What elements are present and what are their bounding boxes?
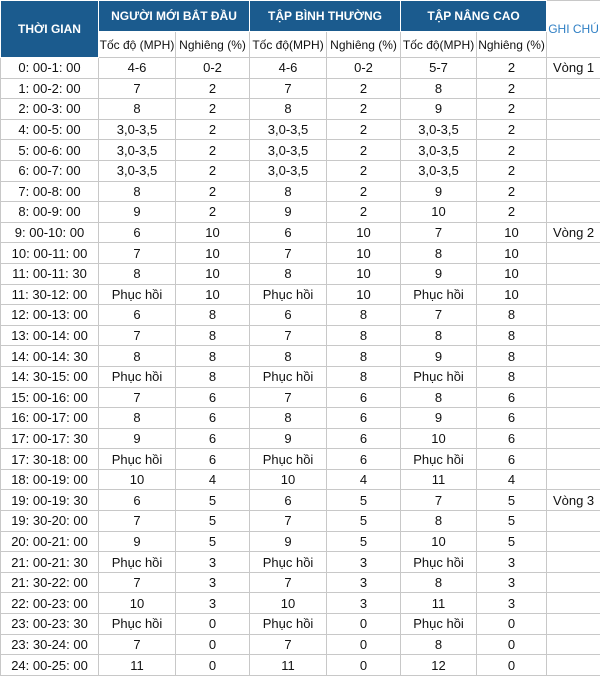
- note-cell: [547, 531, 600, 552]
- note-cell: [547, 202, 600, 223]
- time-cell: 11: 30-12: 00: [1, 284, 99, 305]
- advanced-incline-cell: 2: [477, 58, 547, 79]
- advanced-incline-cell: 2: [477, 78, 547, 99]
- time-cell: 17: 30-18: 00: [1, 449, 99, 470]
- normal-incline-cell: 3: [327, 572, 401, 593]
- time-cell: 16: 00-17: 00: [1, 408, 99, 429]
- advanced-speed-cell: 9: [401, 408, 477, 429]
- note-cell: [547, 655, 600, 676]
- normal-incline-cell: 3: [327, 552, 401, 573]
- beginner-incline-cell: 2: [176, 160, 250, 181]
- advanced-speed-cell: 9: [401, 99, 477, 120]
- beginner-incline-cell: 10: [176, 263, 250, 284]
- time-cell: 7: 00-8: 00: [1, 181, 99, 202]
- advanced-speed-cell: 12: [401, 655, 477, 676]
- normal-speed-cell: 3,0-3,5: [250, 119, 327, 140]
- table-row: [1, 552, 600, 573]
- normal-incline-cell: 2: [327, 119, 401, 140]
- normal-incline-cell: 0: [327, 634, 401, 655]
- note-cell: Vòng 3: [547, 490, 600, 511]
- normal-speed-cell: 6: [250, 490, 327, 511]
- table-row: [1, 449, 600, 470]
- normal-incline-cell: 6: [327, 428, 401, 449]
- normal-incline-cell: 2: [327, 202, 401, 223]
- normal-incline-cell: 5: [327, 511, 401, 532]
- normal-incline-cell: 0-2: [327, 58, 401, 79]
- advanced-incline-cell: 5: [477, 531, 547, 552]
- header-normal: TẬP BÌNH THƯỜNG: [250, 1, 401, 32]
- beginner-incline-cell: 6: [176, 428, 250, 449]
- advanced-incline-cell: 10: [477, 243, 547, 264]
- time-cell: 23: 30-24: 00: [1, 634, 99, 655]
- normal-speed-cell: 8: [250, 99, 327, 120]
- beginner-incline-cell: 5: [176, 490, 250, 511]
- beginner-speed-cell: 7: [99, 78, 176, 99]
- beginner-speed-cell: 9: [99, 428, 176, 449]
- advanced-incline-cell: 6: [477, 387, 547, 408]
- normal-speed-cell: 8: [250, 181, 327, 202]
- subheader-speed: Tốc độ(MPH): [250, 32, 327, 58]
- normal-incline-cell: 6: [327, 387, 401, 408]
- beginner-speed-cell: 8: [99, 408, 176, 429]
- table-row: [1, 284, 600, 305]
- time-cell: 6: 00-7: 00: [1, 160, 99, 181]
- note-cell: [547, 511, 600, 532]
- advanced-speed-cell: 3,0-3,5: [401, 140, 477, 161]
- beginner-incline-cell: 3: [176, 593, 250, 614]
- advanced-incline-cell: 5: [477, 490, 547, 511]
- note-cell: [547, 99, 600, 120]
- advanced-speed-cell: Phục hồi: [401, 366, 477, 387]
- beginner-incline-cell: 3: [176, 552, 250, 573]
- advanced-speed-cell: 8: [401, 634, 477, 655]
- beginner-incline-cell: 0: [176, 655, 250, 676]
- table-row: [1, 325, 600, 346]
- normal-speed-cell: 8: [250, 408, 327, 429]
- note-cell: [547, 78, 600, 99]
- advanced-speed-cell: Phục hồi: [401, 449, 477, 470]
- beginner-incline-cell: 2: [176, 78, 250, 99]
- advanced-speed-cell: 8: [401, 572, 477, 593]
- header-note: GHI CHÚ: [547, 1, 600, 58]
- normal-speed-cell: 7: [250, 511, 327, 532]
- advanced-incline-cell: 3: [477, 593, 547, 614]
- normal-incline-cell: 6: [327, 449, 401, 470]
- note-cell: [547, 263, 600, 284]
- normal-incline-cell: 10: [327, 222, 401, 243]
- table-row: [1, 593, 600, 614]
- normal-incline-cell: 2: [327, 140, 401, 161]
- beginner-speed-cell: 7: [99, 387, 176, 408]
- advanced-incline-cell: 2: [477, 160, 547, 181]
- normal-incline-cell: 8: [327, 325, 401, 346]
- advanced-speed-cell: 8: [401, 387, 477, 408]
- beginner-incline-cell: 0-2: [176, 58, 250, 79]
- table-row: [1, 572, 600, 593]
- advanced-speed-cell: 10: [401, 428, 477, 449]
- advanced-incline-cell: 10: [477, 263, 547, 284]
- normal-incline-cell: 2: [327, 160, 401, 181]
- normal-speed-cell: 11: [250, 655, 327, 676]
- advanced-incline-cell: 0: [477, 614, 547, 635]
- advanced-speed-cell: 9: [401, 346, 477, 367]
- beginner-incline-cell: 8: [176, 305, 250, 326]
- beginner-incline-cell: 8: [176, 325, 250, 346]
- normal-incline-cell: 10: [327, 284, 401, 305]
- beginner-speed-cell: 7: [99, 243, 176, 264]
- beginner-speed-cell: 10: [99, 593, 176, 614]
- advanced-speed-cell: 5-7: [401, 58, 477, 79]
- advanced-incline-cell: 8: [477, 325, 547, 346]
- table-row: [1, 263, 600, 284]
- beginner-speed-cell: 8: [99, 181, 176, 202]
- normal-speed-cell: Phục hồi: [250, 366, 327, 387]
- table-row: [1, 366, 600, 387]
- normal-incline-cell: 3: [327, 593, 401, 614]
- normal-incline-cell: 4: [327, 469, 401, 490]
- table-row: [1, 531, 600, 552]
- note-cell: [547, 634, 600, 655]
- beginner-speed-cell: Phục hồi: [99, 552, 176, 573]
- beginner-incline-cell: 0: [176, 634, 250, 655]
- normal-speed-cell: 9: [250, 202, 327, 223]
- advanced-incline-cell: 0: [477, 655, 547, 676]
- note-cell: [547, 366, 600, 387]
- normal-speed-cell: 3,0-3,5: [250, 140, 327, 161]
- advanced-incline-cell: 2: [477, 202, 547, 223]
- table-row: [1, 490, 600, 511]
- advanced-speed-cell: 10: [401, 531, 477, 552]
- table-row: [1, 511, 600, 532]
- advanced-incline-cell: 4: [477, 469, 547, 490]
- beginner-incline-cell: 0: [176, 614, 250, 635]
- beginner-speed-cell: 7: [99, 634, 176, 655]
- beginner-speed-cell: Phục hồi: [99, 449, 176, 470]
- table-row: [1, 305, 600, 326]
- time-cell: 12: 00-13: 00: [1, 305, 99, 326]
- normal-speed-cell: 8: [250, 346, 327, 367]
- note-cell: [547, 181, 600, 202]
- advanced-speed-cell: 7: [401, 305, 477, 326]
- table-row: [1, 243, 600, 264]
- advanced-speed-cell: Phục hồi: [401, 614, 477, 635]
- advanced-incline-cell: 8: [477, 346, 547, 367]
- advanced-incline-cell: 2: [477, 99, 547, 120]
- normal-speed-cell: 7: [250, 325, 327, 346]
- advanced-incline-cell: 10: [477, 222, 547, 243]
- advanced-speed-cell: Phục hồi: [401, 552, 477, 573]
- beginner-speed-cell: 8: [99, 346, 176, 367]
- subheader-incline: Nghiêng (%): [327, 32, 401, 58]
- note-cell: [547, 408, 600, 429]
- beginner-speed-cell: 6: [99, 490, 176, 511]
- beginner-speed-cell: Phục hồi: [99, 366, 176, 387]
- normal-incline-cell: 5: [327, 531, 401, 552]
- normal-incline-cell: 8: [327, 346, 401, 367]
- beginner-incline-cell: 3: [176, 572, 250, 593]
- note-cell: [547, 593, 600, 614]
- beginner-speed-cell: 10: [99, 469, 176, 490]
- normal-speed-cell: 10: [250, 593, 327, 614]
- normal-incline-cell: 8: [327, 366, 401, 387]
- advanced-speed-cell: 9: [401, 181, 477, 202]
- normal-incline-cell: 2: [327, 181, 401, 202]
- normal-speed-cell: Phục hồi: [250, 552, 327, 573]
- normal-speed-cell: Phục hồi: [250, 284, 327, 305]
- normal-speed-cell: 7: [250, 634, 327, 655]
- beginner-incline-cell: 5: [176, 531, 250, 552]
- advanced-incline-cell: 8: [477, 366, 547, 387]
- beginner-incline-cell: 2: [176, 140, 250, 161]
- subheader-incline: Nghiêng (%): [176, 32, 250, 58]
- normal-incline-cell: 0: [327, 655, 401, 676]
- table-body: [1, 58, 600, 676]
- time-cell: 21: 30-22: 00: [1, 572, 99, 593]
- beginner-incline-cell: 8: [176, 366, 250, 387]
- table-row: [1, 614, 600, 635]
- time-cell: 11: 00-11: 30: [1, 263, 99, 284]
- time-cell: 24: 00-25: 00: [1, 655, 99, 676]
- advanced-incline-cell: 0: [477, 634, 547, 655]
- beginner-speed-cell: 9: [99, 202, 176, 223]
- note-cell: [547, 284, 600, 305]
- beginner-incline-cell: 4: [176, 469, 250, 490]
- advanced-incline-cell: 6: [477, 428, 547, 449]
- header-beginner: NGƯỜI MỚI BẮT ĐẦU: [99, 1, 250, 32]
- advanced-incline-cell: 6: [477, 408, 547, 429]
- beginner-speed-cell: 4-6: [99, 58, 176, 79]
- beginner-speed-cell: 11: [99, 655, 176, 676]
- table-row: [1, 428, 600, 449]
- normal-speed-cell: 7: [250, 243, 327, 264]
- normal-speed-cell: 7: [250, 78, 327, 99]
- time-cell: 8: 00-9: 00: [1, 202, 99, 223]
- note-cell: [547, 469, 600, 490]
- table-row: [1, 99, 600, 120]
- table-row: [1, 140, 600, 161]
- note-cell: [547, 346, 600, 367]
- normal-incline-cell: 8: [327, 305, 401, 326]
- table-row: [1, 202, 600, 223]
- advanced-incline-cell: 2: [477, 119, 547, 140]
- advanced-speed-cell: 8: [401, 325, 477, 346]
- advanced-speed-cell: Phục hồi: [401, 284, 477, 305]
- header-advanced: TẬP NÂNG CAO: [401, 1, 547, 32]
- time-cell: 14: 00-14: 30: [1, 346, 99, 367]
- time-cell: 2: 00-3: 00: [1, 99, 99, 120]
- normal-speed-cell: Phục hồi: [250, 614, 327, 635]
- time-cell: 21: 00-21: 30: [1, 552, 99, 573]
- normal-speed-cell: 6: [250, 222, 327, 243]
- advanced-incline-cell: 3: [477, 552, 547, 573]
- beginner-incline-cell: 6: [176, 408, 250, 429]
- beginner-incline-cell: 6: [176, 449, 250, 470]
- time-cell: 19: 00-19: 30: [1, 490, 99, 511]
- header-time: THỜI GIAN: [1, 1, 99, 58]
- note-cell: [547, 160, 600, 181]
- time-cell: 13: 00-14: 00: [1, 325, 99, 346]
- advanced-incline-cell: 10: [477, 284, 547, 305]
- normal-speed-cell: 7: [250, 387, 327, 408]
- normal-speed-cell: Phục hồi: [250, 449, 327, 470]
- table-row: [1, 469, 600, 490]
- beginner-speed-cell: 8: [99, 99, 176, 120]
- beginner-speed-cell: 7: [99, 572, 176, 593]
- table-row: [1, 346, 600, 367]
- note-cell: [547, 449, 600, 470]
- beginner-incline-cell: 10: [176, 222, 250, 243]
- beginner-speed-cell: 3,0-3,5: [99, 160, 176, 181]
- beginner-speed-cell: 3,0-3,5: [99, 140, 176, 161]
- note-cell: [547, 552, 600, 573]
- advanced-speed-cell: 11: [401, 593, 477, 614]
- time-cell: 18: 00-19: 00: [1, 469, 99, 490]
- table-row: [1, 160, 600, 181]
- beginner-speed-cell: Phục hồi: [99, 614, 176, 635]
- advanced-speed-cell: 7: [401, 490, 477, 511]
- time-cell: 15: 00-16: 00: [1, 387, 99, 408]
- table-row: [1, 655, 600, 676]
- time-cell: 22: 00-23: 00: [1, 593, 99, 614]
- table-row: [1, 634, 600, 655]
- advanced-speed-cell: 8: [401, 78, 477, 99]
- beginner-speed-cell: 6: [99, 305, 176, 326]
- time-cell: 5: 00-6: 00: [1, 140, 99, 161]
- beginner-incline-cell: 2: [176, 99, 250, 120]
- advanced-speed-cell: 8: [401, 511, 477, 532]
- beginner-incline-cell: 8: [176, 346, 250, 367]
- normal-incline-cell: 5: [327, 490, 401, 511]
- normal-incline-cell: 6: [327, 408, 401, 429]
- table-row: [1, 78, 600, 99]
- note-cell: [547, 325, 600, 346]
- time-cell: 9: 00-10: 00: [1, 222, 99, 243]
- time-cell: 4: 00-5: 00: [1, 119, 99, 140]
- note-cell: [547, 305, 600, 326]
- table-row: [1, 408, 600, 429]
- advanced-incline-cell: 5: [477, 511, 547, 532]
- note-cell: Vòng 2: [547, 222, 600, 243]
- beginner-incline-cell: 2: [176, 202, 250, 223]
- table-row: [1, 119, 600, 140]
- normal-speed-cell: 4-6: [250, 58, 327, 79]
- normal-incline-cell: 10: [327, 263, 401, 284]
- advanced-speed-cell: 8: [401, 243, 477, 264]
- normal-speed-cell: 9: [250, 428, 327, 449]
- advanced-speed-cell: 3,0-3,5: [401, 119, 477, 140]
- advanced-incline-cell: 2: [477, 140, 547, 161]
- time-cell: 20: 00-21: 00: [1, 531, 99, 552]
- time-cell: 14: 30-15: 00: [1, 366, 99, 387]
- advanced-speed-cell: 11: [401, 469, 477, 490]
- normal-speed-cell: 8: [250, 263, 327, 284]
- note-cell: [547, 119, 600, 140]
- normal-speed-cell: 9: [250, 531, 327, 552]
- beginner-incline-cell: 5: [176, 511, 250, 532]
- beginner-incline-cell: 2: [176, 181, 250, 202]
- beginner-speed-cell: 3,0-3,5: [99, 119, 176, 140]
- normal-incline-cell: 0: [327, 614, 401, 635]
- normal-incline-cell: 2: [327, 99, 401, 120]
- normal-incline-cell: 2: [327, 78, 401, 99]
- time-cell: 1: 00-2: 00: [1, 78, 99, 99]
- subheader-speed: Tốc độ (MPH): [99, 32, 176, 58]
- beginner-speed-cell: 7: [99, 325, 176, 346]
- beginner-incline-cell: 2: [176, 119, 250, 140]
- time-cell: 23: 00-23: 30: [1, 614, 99, 635]
- beginner-speed-cell: Phục hồi: [99, 284, 176, 305]
- beginner-incline-cell: 10: [176, 284, 250, 305]
- beginner-speed-cell: 6: [99, 222, 176, 243]
- normal-speed-cell: 6: [250, 305, 327, 326]
- advanced-speed-cell: 3,0-3,5: [401, 160, 477, 181]
- normal-incline-cell: 10: [327, 243, 401, 264]
- note-cell: [547, 140, 600, 161]
- subheader-incline: Nghiêng (%): [477, 32, 547, 58]
- normal-speed-cell: 3,0-3,5: [250, 160, 327, 181]
- note-cell: [547, 428, 600, 449]
- table-row: [1, 181, 600, 202]
- table-row: [1, 58, 600, 79]
- advanced-incline-cell: 8: [477, 305, 547, 326]
- note-cell: [547, 243, 600, 264]
- advanced-speed-cell: 10: [401, 202, 477, 223]
- note-cell: Vòng 1: [547, 58, 600, 79]
- subheader-speed: Tốc độ(MPH): [401, 32, 477, 58]
- advanced-speed-cell: 7: [401, 222, 477, 243]
- note-cell: [547, 572, 600, 593]
- beginner-incline-cell: 6: [176, 387, 250, 408]
- advanced-speed-cell: 9: [401, 263, 477, 284]
- beginner-incline-cell: 10: [176, 243, 250, 264]
- normal-speed-cell: 7: [250, 572, 327, 593]
- time-cell: 19: 30-20: 00: [1, 511, 99, 532]
- advanced-incline-cell: 6: [477, 449, 547, 470]
- time-cell: 17: 00-17: 30: [1, 428, 99, 449]
- beginner-speed-cell: 8: [99, 263, 176, 284]
- time-cell: 10: 00-11: 00: [1, 243, 99, 264]
- time-cell: 0: 00-1: 00: [1, 58, 99, 79]
- table-row: [1, 222, 600, 243]
- beginner-speed-cell: 9: [99, 531, 176, 552]
- beginner-speed-cell: 7: [99, 511, 176, 532]
- advanced-incline-cell: 3: [477, 572, 547, 593]
- note-cell: [547, 387, 600, 408]
- note-cell: [547, 614, 600, 635]
- normal-speed-cell: 10: [250, 469, 327, 490]
- advanced-incline-cell: 2: [477, 181, 547, 202]
- table-row: [1, 387, 600, 408]
